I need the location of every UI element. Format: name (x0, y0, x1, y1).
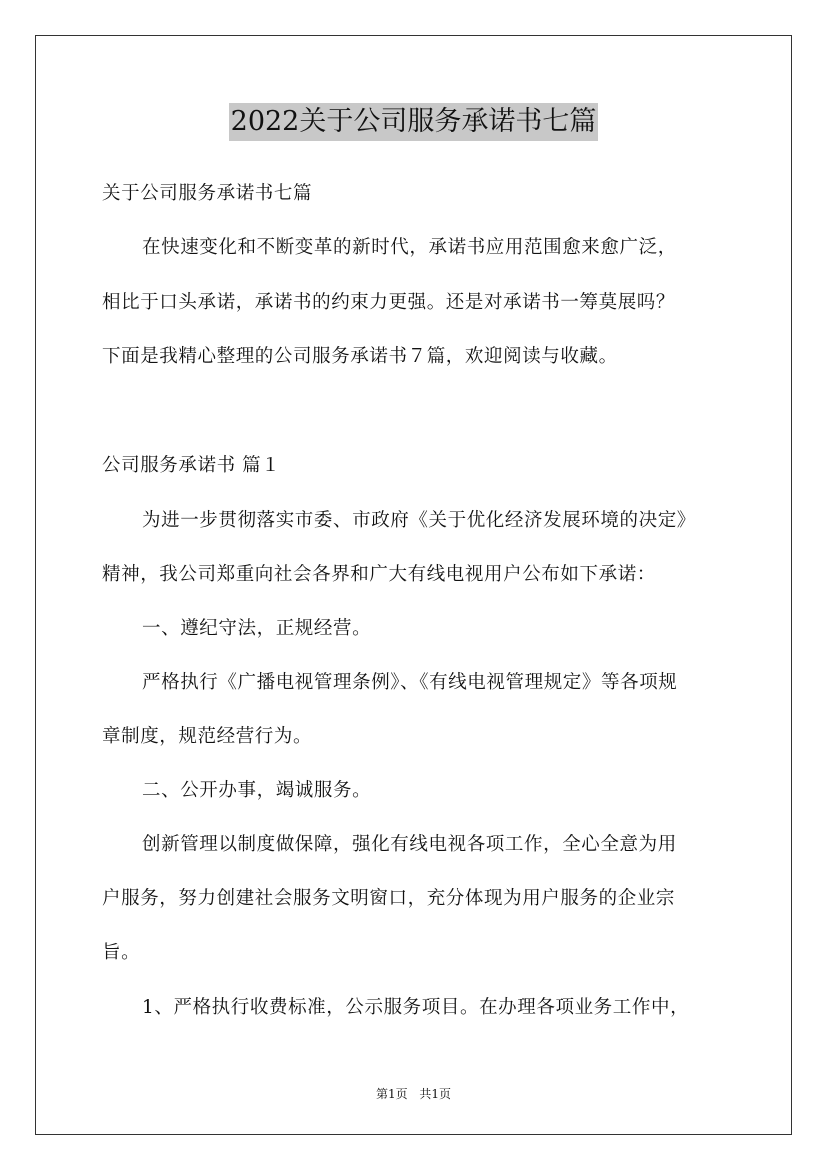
title-container (0, 103, 827, 141)
body-line-7: 创新管理以制度做保障，强化有线电视各项工作，全心全意为用 (142, 834, 677, 855)
section-heading: 公司服务承诺书 篇１ (102, 455, 281, 476)
body-line-9: 旨。 (102, 942, 141, 963)
intro-line-3: 下面是我精心整理的公司服务承诺书７篇，欢迎阅读与收藏。 (102, 346, 618, 367)
body-line-6: 二、公开办事，竭诚服务。 (142, 780, 372, 801)
body-line-3: 一、遵纪守法，正规经营。 (142, 618, 372, 639)
page-total: 共1页 (419, 1087, 452, 1101)
body-line-4: 严格执行《广播电视管理条例》、《有线电视管理规定》等各项规 (142, 672, 678, 693)
body-line-1: 为进一步贯彻落实市委、市政府《关于优化经济发展环境的决定》 (142, 510, 696, 531)
body-line-10: 1、严格执行收费标准，公示服务项目。在办理各项业务工作中， (142, 997, 690, 1018)
document-title: 2022关于公司服务承诺书七篇 (229, 103, 599, 141)
page-footer (0, 1085, 827, 1102)
body-line-2: 精神，我公司郑重向社会各界和广大有线电视用户公布如下承诺： (102, 564, 656, 585)
body-line-5: 章制度，规范经营行为。 (102, 726, 313, 747)
intro-line-2: 相比于口头承诺，承诺书的约束力更强。还是对承诺书一筹莫展吗？ (102, 292, 676, 313)
subtitle: 关于公司服务承诺书七篇 (102, 183, 313, 204)
page-number: 第1页 (375, 1087, 408, 1101)
body-line-8: 户服务，努力创建社会服务文明窗口，充分体现为用户服务的企业宗 (102, 888, 676, 909)
intro-line-1: 在快速变化和不断变革的新时代，承诺书应用范围愈来愈广泛， (142, 237, 677, 258)
